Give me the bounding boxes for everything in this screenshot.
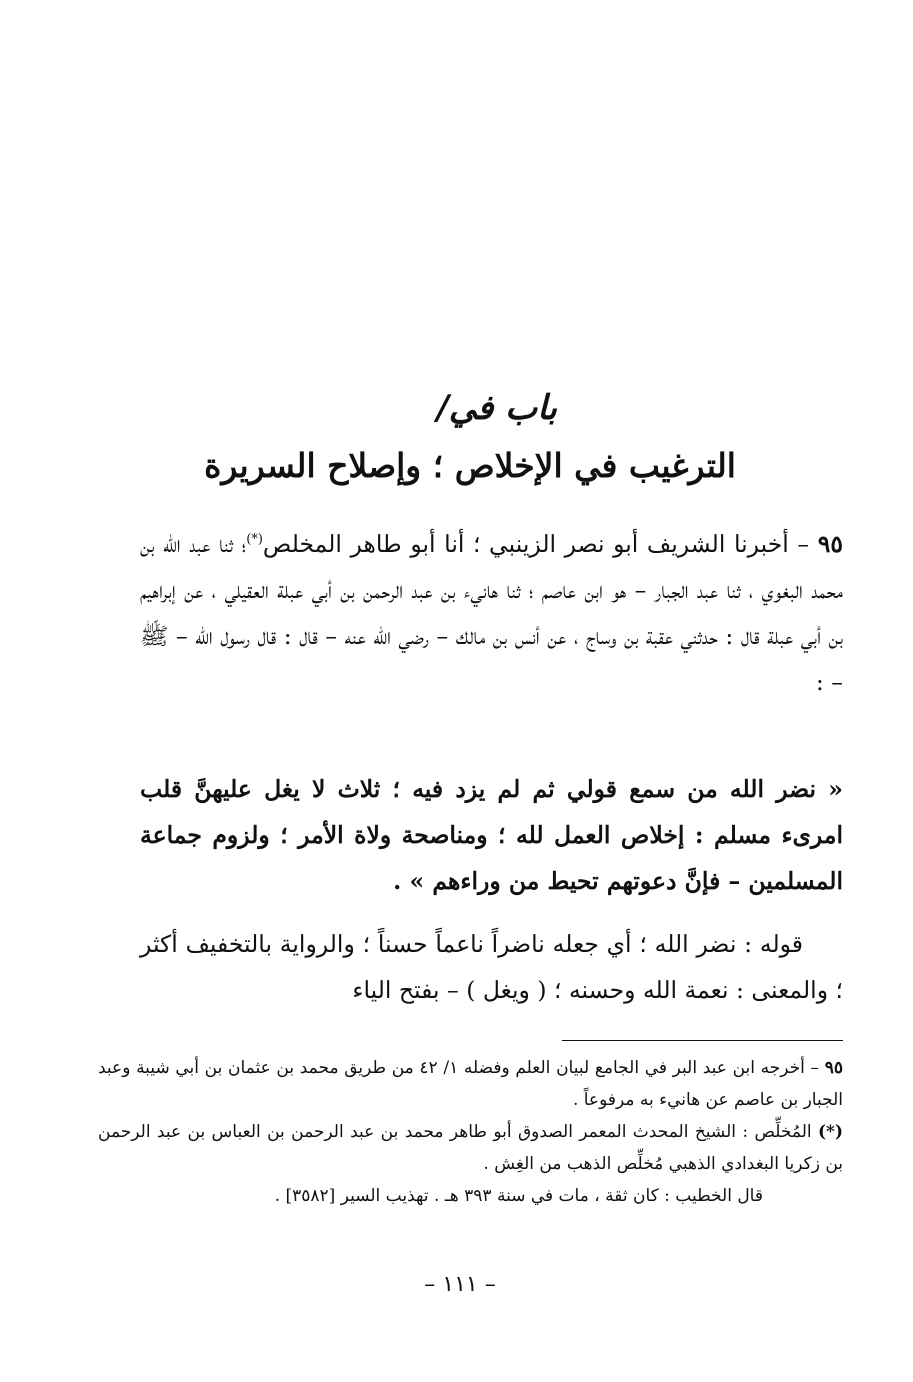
footnote-item: [98, 1052, 843, 1116]
footnote-ref: (*): [246, 532, 263, 547]
hadith-text: « نضر الله من سمع قولي ثم لم يزد فيه ؛ ثلاث لا يغل عليهنَّ قلب امرىء مسلم : إخلاص العمل لله ؛ ومناصحة ولاة الأمر ؛ ولزوم جماعة المسلمين – فإنَّ دعوتهم تحيط من وراءهم » .: [140, 775, 843, 895]
footnote-text: المُخلِّص : الشيخ المحدث المعمر الصدوق أبو طاهر محمد بن عبد الرحمن بن العباس بن عبد الرحمن بن زكريا البغدادي الذهبي مُخلِّص الذهب من الغِش .: [98, 1122, 843, 1174]
commentary-text: قوله : نضر الله ؛ أي جعله ناضراً ناعماً حسناً ؛ والرواية بالتخفيف أكثر ؛ والمعنى : نعمة الله وحسنه ؛ ( ويغل ) – بفتح الياء: [140, 930, 843, 1004]
footnote-text: – أخرجه ابن عبد البر في الجامع لبيان العلم وفضله ١/ ٤٢ من طريق محمد بن عثمان بن أبي شيبة وعبد الجبار بن عاصم عن هانيء به مرفوعاً .: [98, 1058, 843, 1110]
page-number: – ١١١ –: [424, 1272, 496, 1297]
hadith-chain: [140, 517, 843, 705]
chapter-label: باب في/: [436, 388, 557, 428]
chain-text-part1: – أخبرنا الشريف أبو نصر الزينبي ؛ أنا أبو طاهر المخلص: [262, 529, 810, 558]
footnote-item: [98, 1180, 843, 1212]
footnote-marker: ٩٥: [824, 1058, 843, 1078]
footnote-marker: (*): [818, 1122, 843, 1142]
chain-text-part2: ؛ ثنا عبد الله بن محمد البغوي ، ثنا عبد الجبار – هو ابن عاصم ؛ ثنا هانيء بن عبد الرحمن بن أبي عبلة العقيلي ، عن إبراهيم بن أبي عبلة قال : حدثني عقبة بن وساج ، عن أنس بن مالك – رضي الله عنه – قال : قال رسول الله – ﷺ – :: [140, 529, 843, 696]
footnote-item: [98, 1116, 843, 1180]
footnote-text: قال الخطيب : كان ثقة ، مات في سنة ٣٩٣ هـ . تهذيب السير [٣٥٨٢] .: [274, 1186, 763, 1206]
hadith-number: ٩٥: [817, 529, 843, 558]
chapter-title: الترغيب في الإخلاص ؛ وإصلاح السريرة: [204, 446, 736, 485]
footnotes: [98, 1052, 843, 1212]
footnote-divider: [562, 1040, 843, 1041]
